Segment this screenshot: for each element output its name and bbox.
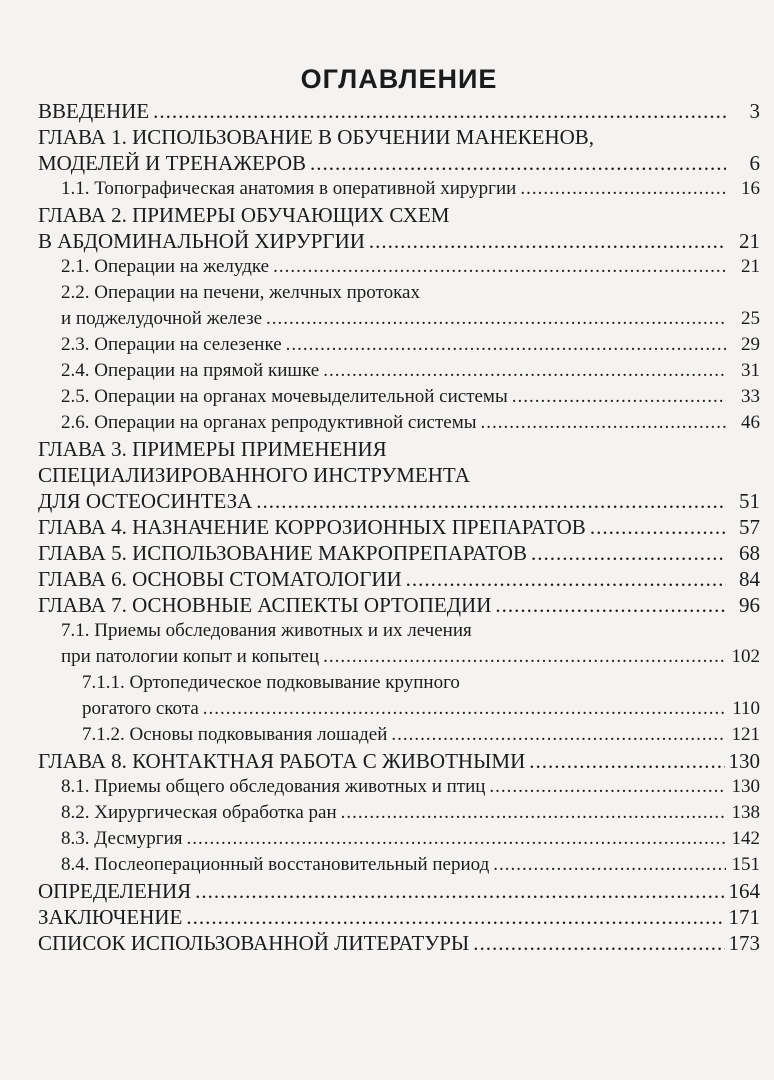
toc-entry	[38, 774, 760, 800]
toc-page-number: 164	[728, 879, 760, 903]
dot-leader	[493, 852, 726, 878]
toc-entry	[38, 280, 760, 332]
dot-leader	[495, 592, 726, 618]
toc-entry-title: ГЛАВА 2. ПРИМЕРЫ ОБУЧАЮЩИХ СХЕМ	[38, 203, 450, 227]
dot-leader	[520, 176, 726, 202]
toc-entry	[38, 592, 760, 618]
toc-entry-line	[38, 618, 760, 644]
dot-leader	[529, 748, 724, 774]
toc-entry-line	[38, 332, 760, 358]
toc-entry-title: 2.1. Операции на желудке	[61, 256, 270, 277]
toc-entry-title: СПЕЦИАЛИЗИРОВАННОГО ИНСТРУМЕНТА	[38, 463, 470, 487]
toc-entry-line	[38, 254, 760, 280]
dot-leader	[310, 150, 726, 176]
page-title: ОГЛАВЛЕНИЕ	[300, 64, 498, 94]
toc-entry-title: ДЛЯ ОСТЕОСИНТЕЗА	[38, 489, 253, 513]
toc-entry-title: 8.1. Приемы общего обследования животных и птиц	[61, 776, 486, 797]
toc-entry	[38, 618, 760, 670]
dot-leader	[531, 540, 726, 566]
toc-entry-line	[38, 514, 760, 540]
toc-entry-line	[38, 384, 760, 410]
toc-entry-title: ГЛАВА 4. НАЗНАЧЕНИЕ КОРРОЗИОННЫХ ПРЕПАРАТОВ	[38, 515, 586, 539]
toc-entry	[38, 358, 760, 384]
toc-page-number: 31	[741, 360, 760, 381]
dot-leader	[187, 826, 726, 852]
toc-entry	[38, 904, 760, 930]
toc-entry	[38, 410, 760, 436]
toc-entry	[38, 670, 760, 722]
toc-entry-title: ГЛАВА 3. ПРИМЕРЫ ПРИМЕНЕНИЯ	[38, 437, 387, 461]
dot-leader	[153, 98, 726, 124]
toc-page-number: 138	[731, 802, 760, 823]
toc-page-number: 29	[741, 334, 760, 355]
toc-page-number: 171	[728, 905, 760, 929]
toc-entry-title: СПИСОК ИСПОЛЬЗОВАННОЙ ЛИТЕРАТУРЫ	[38, 931, 470, 955]
toc-entry-line	[38, 202, 760, 228]
toc-page-number: 110	[732, 698, 760, 719]
toc-page-number: 6	[749, 151, 760, 175]
toc-page-number: 57	[739, 515, 760, 539]
toc-entry-title: ЗАКЛЮЧЕНИЕ	[38, 905, 183, 929]
dot-leader	[286, 332, 726, 358]
toc-page-number: 96	[739, 593, 760, 617]
toc-entry-title: МОДЕЛЕЙ И ТРЕНАЖЕРОВ	[38, 151, 306, 175]
toc-entry-title: 7.1. Приемы обследования животных и их лечения	[61, 620, 472, 641]
toc-entry-line	[38, 592, 760, 618]
toc-entry	[38, 930, 760, 956]
dot-leader	[489, 774, 726, 800]
toc-entry-line	[38, 644, 760, 670]
toc-entry	[38, 98, 760, 124]
toc-entry-title: ГЛАВА 5. ИСПОЛЬЗОВАНИЕ МАКРОПРЕПАРАТОВ	[38, 541, 527, 565]
toc-entry-line	[38, 436, 760, 462]
toc-entry-line	[38, 150, 760, 176]
toc-entry-line	[38, 566, 760, 592]
toc-page-number: 173	[728, 931, 760, 955]
toc-entry-title: 2.6. Операции на органах репродуктивной системы	[61, 412, 477, 433]
toc-entry	[38, 748, 760, 774]
toc-page-number: 51	[739, 489, 760, 513]
toc-entry-title: 2.2. Операции на печени, желчных протоках	[61, 282, 420, 303]
dot-leader	[480, 410, 726, 436]
toc-page	[38, 62, 760, 956]
toc-entry-line	[38, 904, 760, 930]
toc-entry	[38, 384, 760, 410]
dot-leader	[323, 644, 726, 670]
toc-entry-title: и поджелудочной железе	[61, 308, 263, 329]
toc-entry-title: ОПРЕДЕЛЕНИЯ	[38, 879, 192, 903]
toc-entry-title: ВВЕДЕНИЕ	[38, 99, 150, 123]
toc-entry	[38, 332, 760, 358]
toc-entry-title: 7.1.2. Основы подковывания лошадей	[82, 724, 388, 745]
toc-entry	[38, 722, 760, 748]
toc-page-number: 130	[731, 776, 760, 797]
dot-leader	[256, 488, 726, 514]
toc-entry-title: рогатого скота	[82, 698, 199, 719]
toc-entry	[38, 176, 760, 202]
toc-entry-line	[38, 748, 760, 774]
toc-entry-title: ГЛАВА 1. ИСПОЛЬЗОВАНИЕ В ОБУЧЕНИИ МАНЕКЕНОВ,	[38, 125, 595, 149]
toc-entry-title: ГЛАВА 8. КОНТАКТНАЯ РАБОТА С ЖИВОТНЫМИ	[38, 749, 526, 773]
toc-entry-title: ГЛАВА 6. ОСНОВЫ СТОМАТОЛОГИИ	[38, 567, 402, 591]
toc-entry-line	[38, 280, 760, 306]
toc-entry	[38, 878, 760, 904]
toc-entry	[38, 566, 760, 592]
toc-entry-title: 8.4. Послеоперационный восстановительный период	[61, 854, 490, 875]
toc-entry-title: 2.3. Операции на селезенке	[61, 334, 282, 355]
toc-entry-line	[38, 98, 760, 124]
dot-leader	[266, 306, 726, 332]
toc-entry-line	[38, 488, 760, 514]
toc-entry	[38, 540, 760, 566]
dot-leader	[391, 722, 726, 748]
dot-leader	[203, 696, 726, 722]
toc-entry	[38, 852, 760, 878]
toc-entry	[38, 800, 760, 826]
dot-leader	[590, 514, 726, 540]
dot-leader	[369, 228, 726, 254]
toc-entry-title: ГЛАВА 7. ОСНОВНЫЕ АСПЕКТЫ ОРТОПЕДИИ	[38, 593, 492, 617]
toc-entry-line	[38, 774, 760, 800]
toc-page-number: 46	[741, 412, 760, 433]
toc-entry-line	[38, 930, 760, 956]
toc-page-number: 121	[731, 724, 760, 745]
toc-entry-line	[38, 670, 760, 696]
toc-entry-line	[38, 176, 760, 202]
toc-entry-title: В АБДОМИНАЛЬНОЙ ХИРУРГИИ	[38, 229, 365, 253]
dot-leader	[341, 800, 726, 826]
toc-entry-title: 7.1.1. Ортопедическое подковывание крупного	[82, 672, 460, 693]
dot-leader	[195, 878, 724, 904]
toc-entry-line	[38, 722, 760, 748]
dot-leader	[323, 358, 726, 384]
dot-leader	[186, 904, 724, 930]
toc-page-number: 84	[739, 567, 760, 591]
toc-page-number: 68	[739, 541, 760, 565]
toc-entry-title: 2.4. Операции на прямой кишке	[61, 360, 320, 381]
toc-page-number: 33	[741, 386, 760, 407]
toc-entry	[38, 254, 760, 280]
toc-entry-line	[38, 852, 760, 878]
toc-entry	[38, 202, 760, 254]
toc-entry	[38, 514, 760, 540]
dot-leader	[406, 566, 726, 592]
dot-leader	[512, 384, 726, 410]
toc-entry-title: 8.2. Хирургическая обработка ран	[61, 802, 337, 823]
toc-page-number: 3	[749, 99, 760, 123]
dot-leader	[273, 254, 726, 280]
toc-page-number: 25	[741, 308, 760, 329]
toc-entry-line	[38, 358, 760, 384]
toc-page-number: 21	[739, 229, 760, 253]
dot-leader	[473, 930, 724, 956]
toc-list	[38, 98, 760, 956]
toc-entry-title: при патологии копыт и копытец	[61, 646, 320, 667]
toc-page-number: 16	[741, 178, 760, 199]
toc-entry	[38, 124, 760, 176]
toc-entry-line	[38, 306, 760, 332]
toc-entry-title: 1.1. Топографическая анатомия в оперативной хирургии	[61, 178, 517, 199]
toc-page-number: 21	[741, 256, 760, 277]
toc-page-number: 142	[731, 828, 760, 849]
toc-entry-line	[38, 124, 760, 150]
toc-entry-line	[38, 540, 760, 566]
toc-page-number: 130	[728, 749, 760, 773]
toc-entry	[38, 826, 760, 852]
toc-entry-line	[38, 462, 760, 488]
toc-entry-line	[38, 800, 760, 826]
toc-page-number: 102	[731, 646, 760, 667]
toc-entry-line	[38, 826, 760, 852]
toc-entry-line	[38, 228, 760, 254]
toc-entry-title: 8.3. Десмургия	[61, 828, 183, 849]
toc-entry-line	[38, 696, 760, 722]
toc-entry-line	[38, 878, 760, 904]
toc-entry-line	[38, 410, 760, 436]
toc-entry	[38, 436, 760, 514]
toc-page-number: 151	[731, 854, 760, 875]
toc-entry-title: 2.5. Операции на органах мочевыделительной системы	[61, 386, 508, 407]
